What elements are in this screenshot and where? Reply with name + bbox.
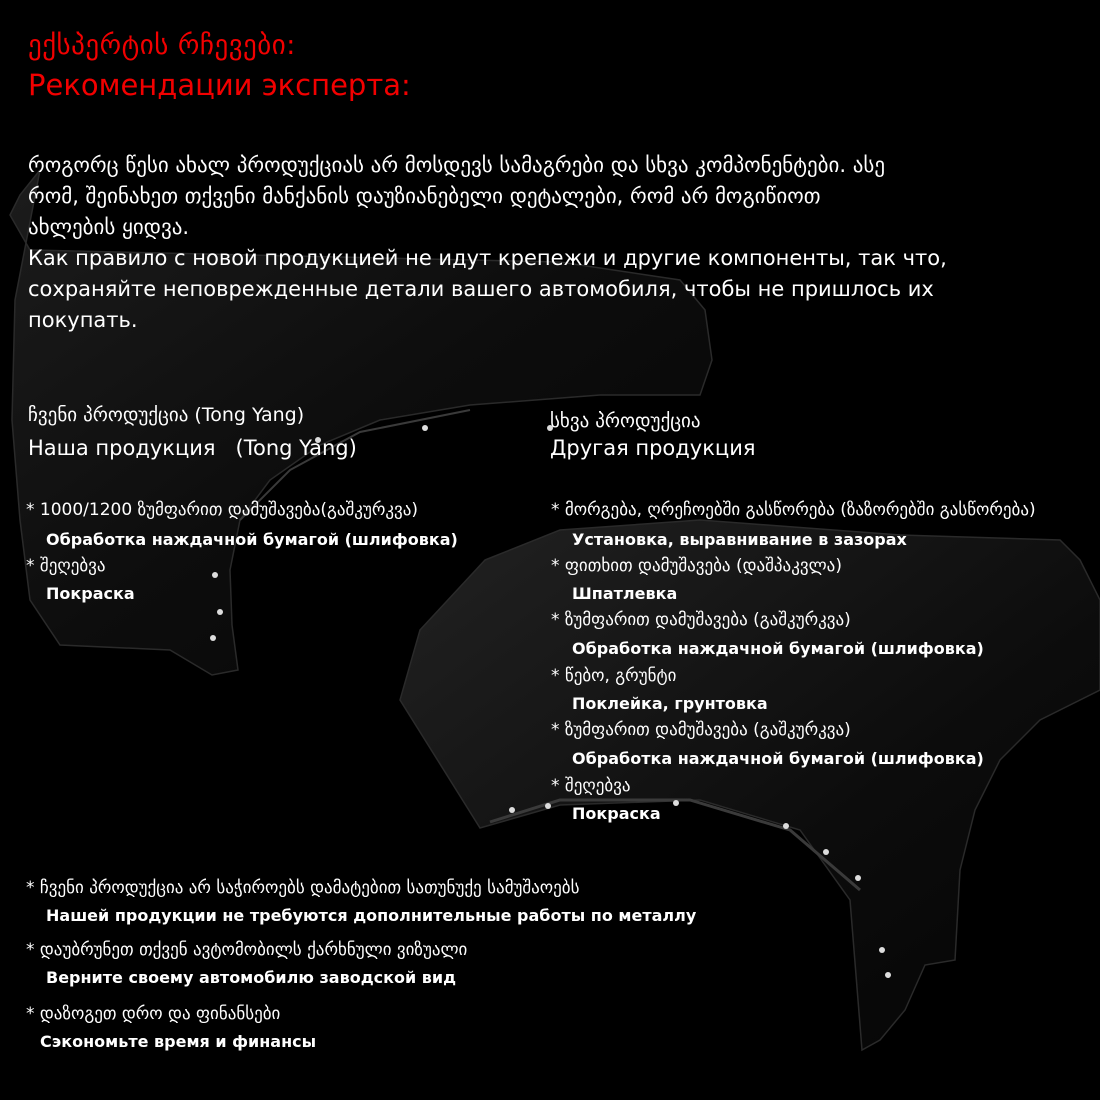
intro-ru-line2: сохраняйте неповрежденные детали вашего автомобиля, чтобы не пришлось их — [28, 277, 934, 301]
our-item-2 — [26, 556, 105, 576]
benefit-2-ka: დაუბრუნეთ თქვენ ავტომობილს ქარხნული ვიზუალი — [39, 940, 468, 960]
our-item-1 — [26, 500, 418, 520]
benefit-1-ka: ჩვენი პროდუქცია არ საჭიროებს დამატებით სათუნუქე სამუშაოებს — [39, 878, 580, 898]
our-item-1-ka: 1000/1200 ზუმფარით დამუშავება(გაშკურკვა) — [39, 500, 419, 520]
bullet: * — [26, 1004, 35, 1024]
other-item-2-ka: ფითხით დამუშავება (დაშპაკვლა) — [564, 556, 842, 576]
our-item-2-ka: შეღებვა — [39, 556, 106, 576]
other-item-5-ru: Обработка наждачной бумагой (шлифовка) — [572, 749, 984, 768]
heading-russian: Рекомендации эксперта: — [28, 68, 411, 102]
benefit-3 — [26, 1004, 280, 1024]
benefit-2-ru: Верните своему автомобилю заводской вид — [46, 968, 456, 987]
right-fender — [400, 520, 1100, 1050]
other-item-4-ru: Поклейка, грунтовка — [572, 694, 768, 713]
other-item-1 — [551, 500, 1036, 520]
bullet: * — [551, 500, 560, 520]
other-product-title-ka: სხვა პროდუქცია — [550, 410, 701, 432]
other-item-1-ka: მორგება, ღრეჩოებში გასწორება (ზაზორებში გასწორება) — [564, 500, 1036, 520]
intro-ru-line1: Как правило с новой продукцией не идут крепежи и другие компоненты, так что, — [28, 246, 947, 270]
other-item-3-ru: Обработка наждачной бумагой (шлифовка) — [572, 639, 984, 658]
bullet: * — [551, 610, 560, 630]
bullet: * — [26, 556, 35, 576]
intro-ka-line2: რომ, შეინახეთ თქვენი მანქანის დაუზიანებელი დეტალები, რომ არ მოგიწიოთ — [28, 184, 821, 208]
other-item-4-ka: წებო, გრუნტი — [564, 666, 677, 686]
bullet: * — [26, 940, 35, 960]
intro-text — [28, 150, 1078, 336]
bullet: * — [551, 666, 560, 686]
other-item-2 — [551, 556, 842, 576]
our-item-2-ru: Покраска — [46, 584, 135, 603]
bullet: * — [551, 556, 560, 576]
other-item-6-ka: შეღებვა — [564, 776, 631, 796]
intro-ka-line3: ახლების ყიდვა. — [28, 215, 190, 239]
other-item-3 — [551, 610, 851, 630]
other-product-title-ru: Другая продукция — [550, 436, 756, 460]
heading-georgian: ექსპერტის რჩევები: — [28, 30, 296, 61]
benefit-3-ka: დაზოგეთ დრო და ფინანსები — [39, 1004, 281, 1024]
benefit-1 — [26, 878, 579, 898]
benefit-3-ru: Сэкономьте время и финансы — [40, 1032, 317, 1051]
other-item-1-ru: Установка, выравнивание в зазорах — [572, 530, 907, 549]
bullet: * — [551, 776, 560, 796]
intro-ru-line3: покупать. — [28, 308, 138, 332]
other-item-4 — [551, 666, 676, 686]
our-item-1-ru: Обработка наждачной бумагой (шлифовка) — [46, 530, 458, 549]
bullet: * — [551, 720, 560, 740]
other-item-6-ru: Покраска — [572, 804, 661, 823]
bullet: * — [26, 500, 35, 520]
our-product-title-ru: Наша продукция (Tong Yang) — [28, 436, 357, 460]
other-item-2-ru: Шпатлевка — [572, 584, 678, 603]
benefit-2 — [26, 940, 467, 960]
intro-ka-line1: როგორც წესი ახალ პროდუქციას არ მოსდევს სამაგრები და სხვა კომპონენტები. ასე — [28, 153, 886, 177]
other-item-3-ka: ზუმფარით დამუშავება (გაშკურკვა) — [564, 610, 851, 630]
other-item-5 — [551, 720, 851, 740]
other-item-6 — [551, 776, 630, 796]
benefit-1-ru: Нашей продукции не требуются дополнительные работы по металлу — [46, 906, 697, 925]
our-product-title-ka: ჩვენი პროდუქცია (Tong Yang) — [28, 404, 305, 426]
other-item-5-ka: ზუმფარით დამუშავება (გაშკურკვა) — [564, 720, 851, 740]
bullet: * — [26, 878, 35, 898]
